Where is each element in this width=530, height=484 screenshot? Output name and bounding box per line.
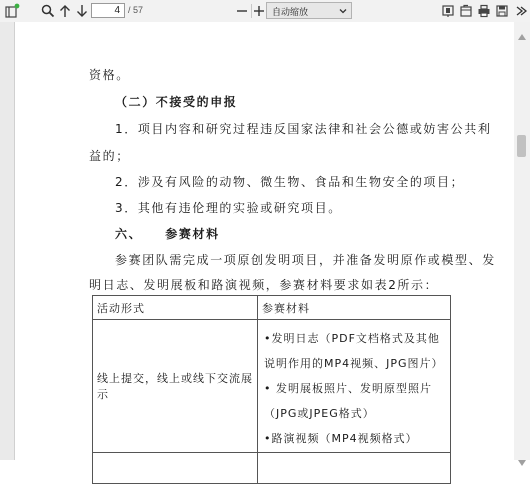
- sidebar-toggle-icon[interactable]: [4, 3, 20, 19]
- table-row: [93, 320, 451, 453]
- print-icon[interactable]: [476, 3, 492, 19]
- chevron-down-icon: [338, 6, 348, 19]
- material-item: （JPG或JPEG格式）: [264, 407, 375, 420]
- section-heading: （二）不接受的申报: [115, 95, 238, 109]
- presentation-mode-icon[interactable]: [440, 3, 456, 19]
- material-item: 说明作用的MP4视频、JPG图片）: [264, 357, 444, 370]
- scroll-down-icon[interactable]: [518, 451, 526, 470]
- zoom-select[interactable]: [266, 2, 352, 19]
- materials-table: [92, 295, 451, 484]
- body-line: 3．其他有违伦理的实验或研究项目。: [115, 201, 342, 215]
- open-file-icon[interactable]: [458, 3, 474, 19]
- zoom-select-value: 自动缩放: [272, 7, 309, 17]
- body-line: 1．项目内容和研究过程违反国家法律和社会公德或妨害公共利: [115, 122, 492, 136]
- zoom-in-icon[interactable]: [251, 3, 267, 19]
- material-item: •路演视频（MP4视频格式）: [264, 432, 418, 445]
- body-line: 2．涉及有风险的动物、微生物、食品和生物安全的项目；: [115, 175, 465, 189]
- save-icon[interactable]: [494, 3, 510, 19]
- document-viewer[interactable]: [0, 22, 530, 460]
- tools-menu-icon[interactable]: [512, 3, 528, 19]
- table-header-cell: 活动形式: [93, 296, 258, 320]
- body-line: 参赛团队需完成一项原创发明项目，并准备发明原作或模型、发: [115, 253, 496, 267]
- previous-page-icon[interactable]: [57, 3, 73, 19]
- activity-form-cell: 线上提交，线上或线下交流展示: [93, 320, 258, 453]
- body-line: 益的；: [89, 149, 130, 163]
- body-line: 明日志、发明展板和路演视频，参赛材料要求如表2所示：: [89, 278, 439, 292]
- page-count-label: / 57: [128, 5, 144, 15]
- search-icon[interactable]: [40, 3, 56, 19]
- document-page: [14, 22, 516, 460]
- body-line: 资格。: [89, 68, 130, 82]
- materials-cell: [258, 320, 451, 453]
- page-number-input[interactable]: 4: [91, 3, 125, 18]
- scrollbar-thumb[interactable]: [517, 135, 526, 157]
- table-cell: [93, 453, 258, 484]
- material-item: •发明日志（PDF文档格式及其他: [264, 332, 440, 345]
- table-header-cell: 参赛材料: [258, 296, 451, 320]
- pdf-toolbar: [0, 0, 530, 23]
- table-cell: [258, 453, 451, 484]
- material-item: • 发明展板照片、发明原型照片: [264, 382, 432, 395]
- table-header-row: [93, 296, 451, 320]
- table-row: [93, 453, 451, 484]
- scroll-up-icon[interactable]: [518, 25, 526, 44]
- next-page-icon[interactable]: [74, 3, 90, 19]
- vertical-scrollbar[interactable]: [514, 22, 530, 460]
- zoom-out-icon[interactable]: [234, 3, 250, 19]
- section-heading: 六、 参赛材料: [115, 227, 220, 241]
